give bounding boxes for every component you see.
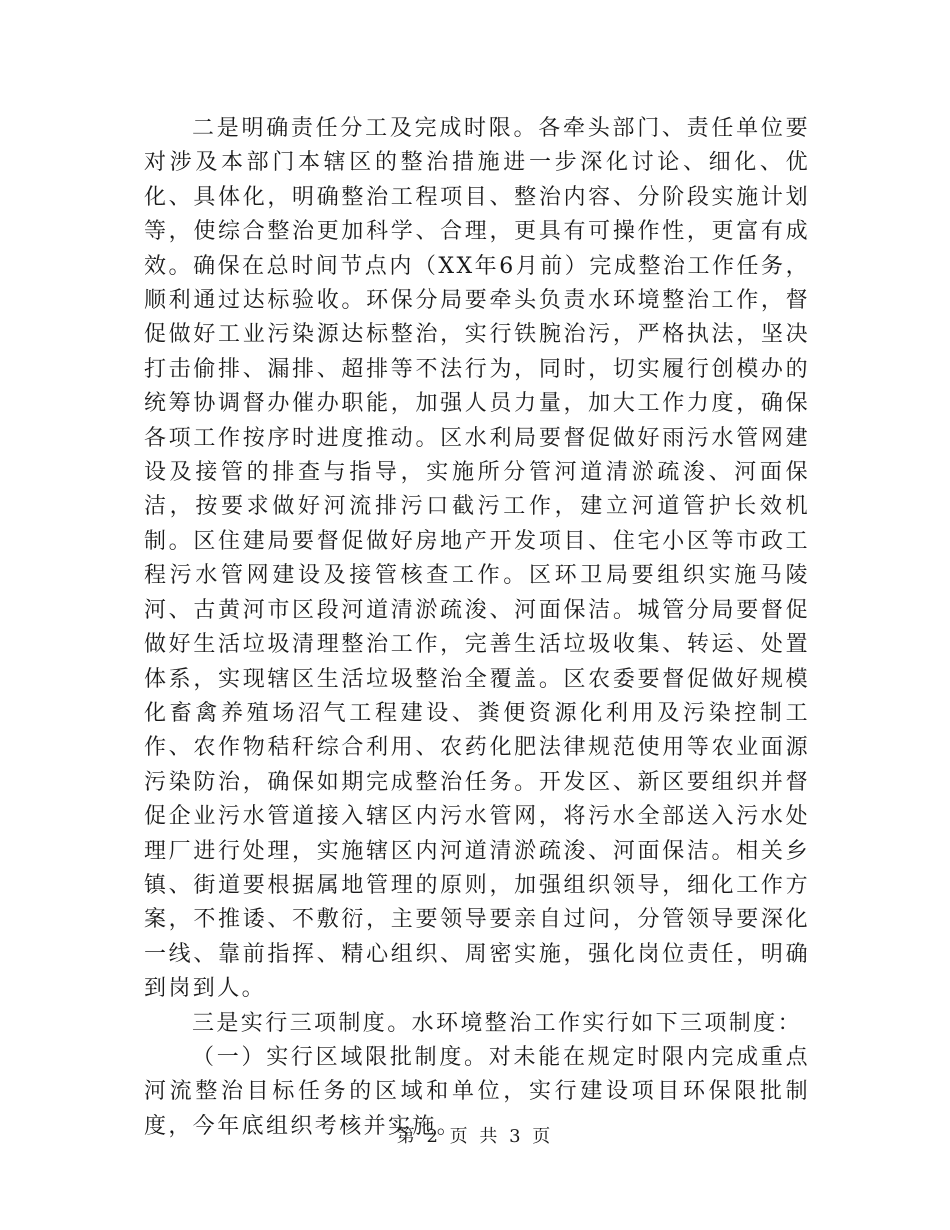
page-number-footer: 第 2 页 共 3 页 bbox=[396, 1126, 554, 1147]
paragraph-regional-restriction: （一）实行区域限批制度。对未能在规定时限内完成重点河流整治目标任务的区域和单位，实行建设项目环保限批制度，今年底组织考核并实施。 bbox=[144, 1044, 810, 1139]
paragraph-three-systems: 三是实行三项制度。水环境整治工作实行如下三项制度： bbox=[192, 1010, 803, 1036]
paragraph-responsibilities: 二是明确责任分工及完成时限。各牵头部门、责任单位要对涉及本部门本辖区的整治措施进一步深化讨论、细化、优化、具体化，明确整治工程项目、整治内容、分阶段实施计划等，使综合整治更加科学、合理，更具有可操作性，更富有成效。确保在总时间节点内（XX年6月前）完成整治工作任务，顺利通过达标验收。环保分局要牵头负责水环境整治工作，督促做好工业污染源达标整治，实行铁腕治污，严格执法，坚决打击偷排、漏排、超排等不法行为，同时，切实履行创模办的统筹协调督办催办职能，加强人员力量，加大工作力度，确保各项工作按序时进度推动。区水利局要督促做好雨污水管网建设及接管的排查与指导，实施所分管河道清淤疏浚、河面保洁，按要求做好河流排污口截污工作，建立河道管护长效机制。区住建局要督促做好房地产开发项目、住宅小区等市政工程污水管网建设及接管核查工作。区环卫局要组织实施马陵河、古黄河市区段河道清淤疏浚、河面保洁。城管分局要督促做好生活垃圾清理整治工作，完善生活垃圾收集、转运、处置体系，实现辖区生活垃圾整治全覆盖。区农委要督促做好规模化畜禽养殖场沼气工程建设、粪便资源化利用及污染控制工作、农作物秸秆综合利用、农药化肥法律规范使用等农业面源污染防治，确保如期完成整治任务。开发区、新区要组织并督促企业污水管道接入辖区内污水管网，将污水全部送入污水处理厂进行处理，实施辖区内河道清淤疏浚、河面保洁。相关乡镇、街道要根据属地管理的原则，加强组织领导，细化工作方案，不推诿、不敷衍，主要领导要亲自过问，分管领导要深化一线、靠前指挥、精心组织、周密实施，强化岗位责任，明确到岗到人。 bbox=[144, 116, 810, 1002]
document-body bbox=[144, 112, 810, 1144]
